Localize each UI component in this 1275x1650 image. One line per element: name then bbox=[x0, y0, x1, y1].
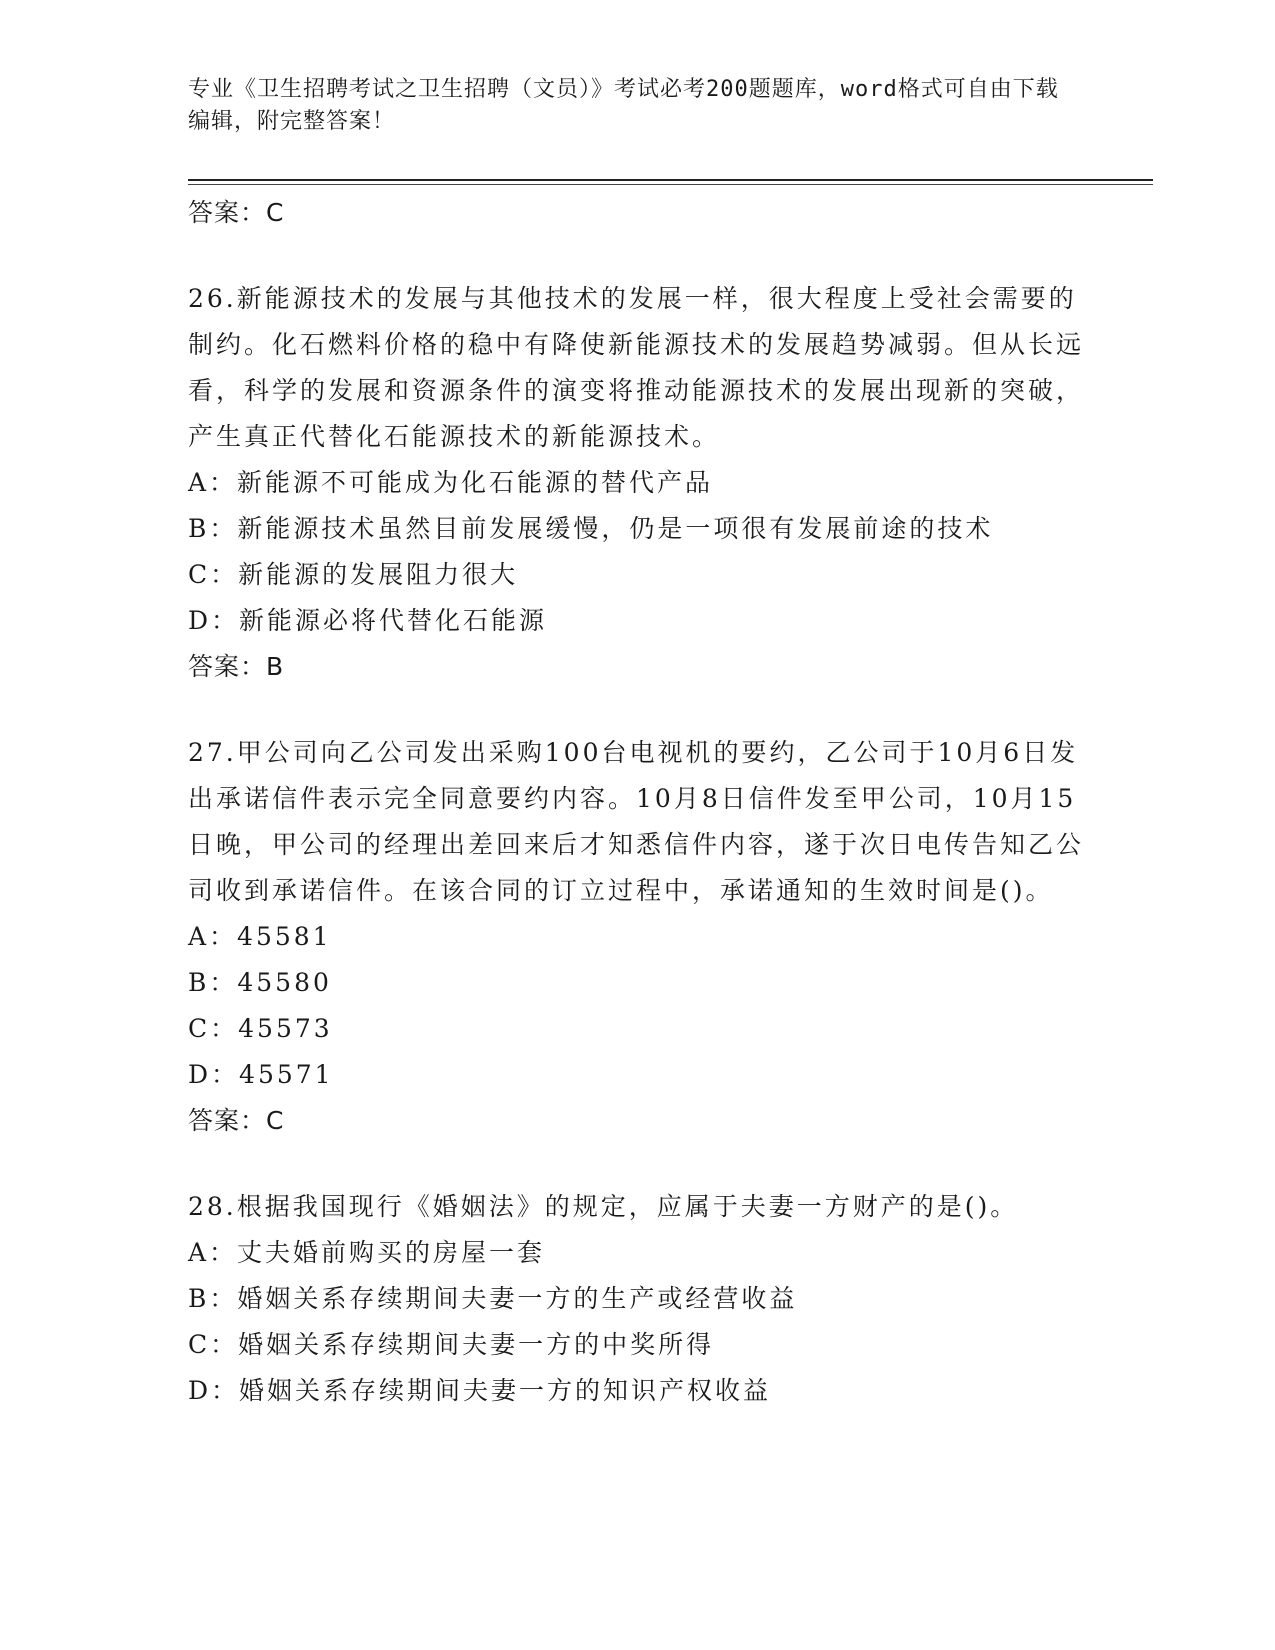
option-a: A：丈夫婚前购买的房屋一套 bbox=[188, 1238, 546, 1267]
question-26 bbox=[188, 276, 1088, 690]
header-rule-thin bbox=[188, 184, 1153, 185]
previous-answer: 答案：C bbox=[188, 198, 285, 227]
option-d: D：婚姻关系存续期间夫妻一方的知识产权收益 bbox=[188, 1376, 772, 1405]
option-a: A：新能源不可能成为化石能源的替代产品 bbox=[188, 468, 714, 497]
answer-line: 答案：C bbox=[188, 1106, 285, 1135]
header-rule-thick bbox=[188, 179, 1153, 181]
option-d: D：45571 bbox=[188, 1060, 334, 1089]
option-a: A：45581 bbox=[188, 922, 332, 951]
option-c: C：婚姻关系存续期间夫妻一方的中奖所得 bbox=[188, 1330, 715, 1359]
document-body bbox=[188, 190, 1088, 1414]
question-stem: 26.新能源技术的发展与其他技术的发展一样，很大程度上受社会需要的制约。化石燃料价格的稳中有降使新能源技术的发展趋势减弱。但从长远看，科学的发展和资源条件的演变将推动能源技术的发展出现新的突破，产生真正代替化石能源技术的新能源技术。 bbox=[188, 284, 1085, 451]
question-28 bbox=[188, 1184, 1088, 1414]
question-stem: 27.甲公司向乙公司发出采购100台电视机的要约，乙公司于10月6日发出承诺信件表示完全同意要约内容。10月8日信件发至甲公司，10月15日晚，甲公司的经理出差回来后才知悉信件内容，遂于次日电传告知乙公司收到承诺信件。在该合同的订立过程中，承诺通知的生效时间是()。 bbox=[188, 738, 1085, 905]
option-b: B：婚姻关系存续期间夫妻一方的生产或经营收益 bbox=[188, 1284, 798, 1313]
option-c: C：新能源的发展阻力很大 bbox=[188, 560, 519, 589]
document-header: 专业《卫生招聘考试之卫生招聘（文员）》考试必考200题题库，word格式可自由下载编辑，附完整答案！ bbox=[188, 77, 1059, 134]
option-b: B：新能源技术虽然目前发展缓慢，仍是一项很有发展前途的技术 bbox=[188, 514, 994, 543]
question-stem: 28.根据我国现行《婚姻法》的规定，应属于夫妻一方财产的是()。 bbox=[188, 1192, 1019, 1221]
option-c: C：45573 bbox=[188, 1014, 333, 1043]
question-27 bbox=[188, 730, 1088, 1144]
option-b: B：45580 bbox=[188, 968, 332, 997]
answer-line: 答案：B bbox=[188, 652, 285, 681]
option-d: D：新能源必将代替化石能源 bbox=[188, 606, 548, 635]
